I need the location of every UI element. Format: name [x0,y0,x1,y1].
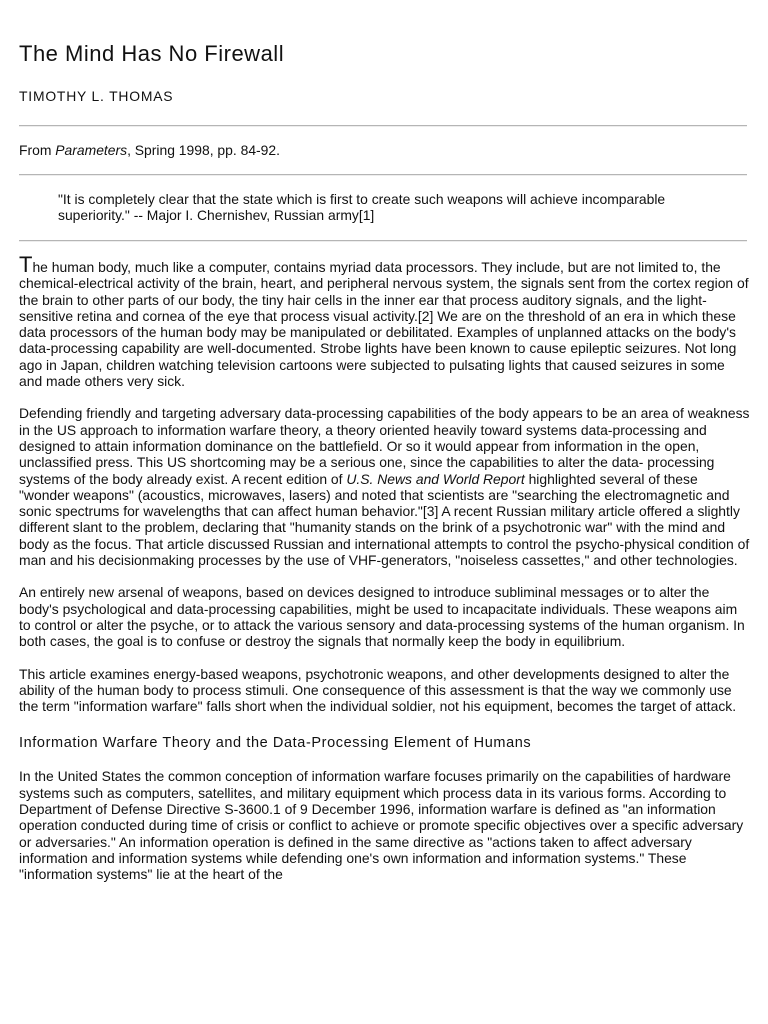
drop-cap: T [19,252,33,277]
source-citation [19,142,280,158]
paragraph: This article examines energy-based weapons, psychotronic weapons, and other developments designed to alter the ability of the human body to process stimuli. One consequence of this assessment is that the way we commonly use the term "information warfare" falls short when the individual soldier, not his equipment, becomes the target of attack. [19,665,737,715]
journal-name: Parameters [55,142,128,158]
paragraph-text: Defending friendly and targeting adversary data-processing capabilities of the body appears to be an area of weakness in the US approach to information warfare theory, a theory oriented heavily toward systems data-processing and designed to attain information dominance on the battlefield. Or so it would appear from information in the open, unclassified press. This US shortcoming may be a serious one, since the capabilities to alter the data- processing systems of the body already exist. A recent edition of [19,405,750,487]
paragraph: In the United States the common conception of information warfare focuses primarily on the capabilities of hardware systems such as computers, satellites, and military equipment which process data in its various forms. According to Department of Defense Directive S-3600.1 of 9 December 1996, information warfare is defined as "an information operation conducted during time of crisis or conflict to achieve or promote specific objectives over a specific adversary or adversaries." An information operation is defined in the same directive as "actions taken to affect adversary information and information systems while defending one's own information and information systems." These "information systems" lie at the heart of the [19,768,744,883]
publication-name: U.S. News and World Report [346,470,525,487]
paragraph: An entirely new arsenal of weapons, based on devices designed to introduce subliminal messages or to alter the body's psychological and data-processing capabilities, might be used to incapacitate individuals. These weapons aim to control or alter the psyche, or to attack the various sensory and data-processing systems of the human organism. In both cases, the goal is to confuse or destroy the signals that normally keep the body in equilibrium. [19,584,745,650]
epigraph-quote: "It is completely clear that the state which is first to create such weapons will achieve incomparable superiority." -- Major I. Chernishev, Russian army[1] [58,191,666,224]
section-heading: Information Warfare Theory and the Data-Processing Element of Humans [19,735,532,752]
paragraph [19,405,750,568]
paragraph-text: he human body, much like a computer, contains myriad data processors. They include, but are not limited to, the chemical-electrical activity of the brain, heart, and peripheral nervous system, the signals sent from the cortex region of the brain to other parts of our body, the tiny hair cells in the inner ear that process auditory signals, and the light-sensitive retina and cornea of the eye that process visual activity.[2] We are on the threshold of an era in which these data processors of the human body may be manipulated or debilitated. Examples of unplanned attacks on the body's data-processing capability are well-documented. Strobe lights have been known to cause epileptic seizures. Not long ago in Japan, children watching television cartoons were subjected to pulsating lights that caused seizures in some and made others very sick. [19,259,749,390]
paragraph [19,252,750,390]
author-name: TIMOTHY L. THOMAS [19,88,174,104]
page-title: The Mind Has No Firewall [19,41,285,66]
source-prefix: From [19,142,56,158]
divider [19,174,747,176]
article-body [19,252,750,899]
divider [19,125,747,127]
paragraph-text: highlighted several of these "wonder weapons" (acoustics, microwaves, lasers) and noted that scientists are "searching the electromagnetic and sonic spectrums for wavelengths that can affect human behavior."[3] A recent Russian military article offered a slightly different slant to the problem, declaring that "humanity stands on the brink of a psychotronic war" with the mind and body as the focus. That article discussed Russian and international attempts to control the psycho-physical condition of man and his decisionmaking processes by the use of VHF-generators, "noiseless cassettes," and other technologies. [19,470,750,569]
source-details: , Spring 1998, pp. 84-92. [127,142,280,158]
divider [19,240,747,242]
